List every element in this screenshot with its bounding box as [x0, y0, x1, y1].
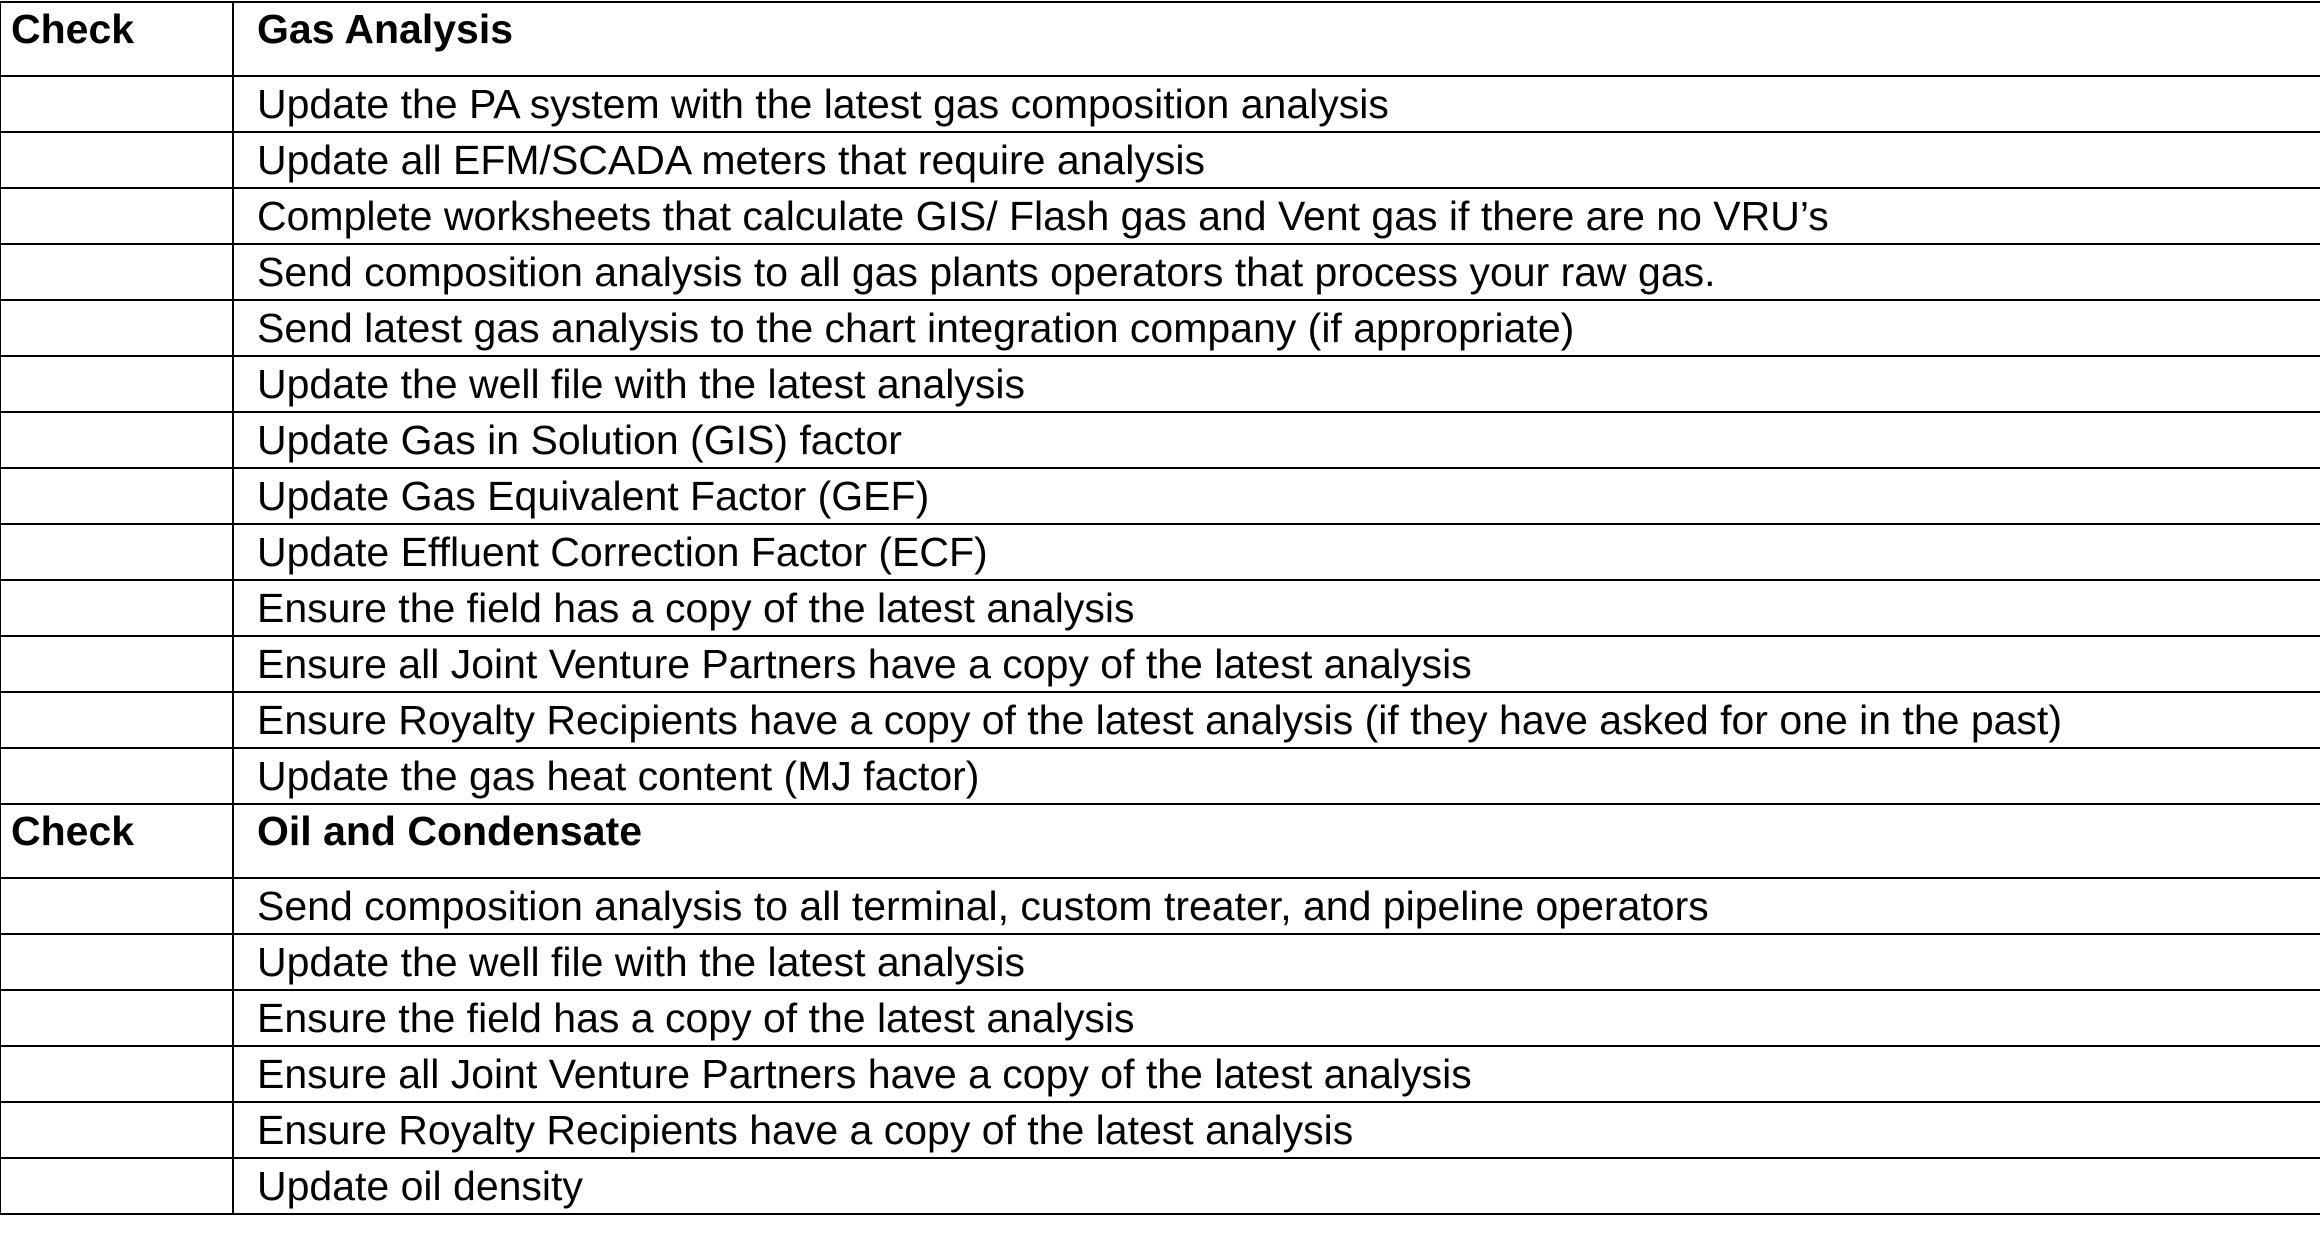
checklist-item-text: Ensure Royalty Recipients have a copy of the latest analysis	[233, 1102, 2320, 1158]
checklist-item-text: Ensure the field has a copy of the latest analysis	[233, 580, 2320, 636]
check-box-cell[interactable]	[0, 356, 233, 412]
checklist-item-text: Update Effluent Correction Factor (ECF)	[233, 524, 2320, 580]
checklist-item-text: Update all EFM/SCADA meters that require analysis	[233, 132, 2320, 188]
check-box-cell[interactable]	[0, 412, 233, 468]
checklist-row	[0, 468, 2320, 524]
checklist-row	[0, 1158, 2320, 1214]
checklist-row	[0, 1046, 2320, 1102]
check-box-cell[interactable]	[0, 188, 233, 244]
checklist-row	[0, 878, 2320, 934]
checklist-item-text: Ensure all Joint Venture Partners have a copy of the latest analysis	[233, 636, 2320, 692]
check-box-cell[interactable]	[0, 1158, 233, 1214]
checklist-row	[0, 524, 2320, 580]
check-box-cell[interactable]	[0, 132, 233, 188]
check-box-cell[interactable]	[0, 748, 233, 804]
checklist-item-text: Complete worksheets that calculate GIS/ Flash gas and Vent gas if there are no VRU’s	[233, 188, 2320, 244]
checklist-row	[0, 990, 2320, 1046]
section-header-oil-and-condensate	[0, 804, 2320, 878]
checklist-row	[0, 132, 2320, 188]
checklist-body	[0, 2, 2320, 1214]
checklist-row	[0, 748, 2320, 804]
checklist-item-text: Update the PA system with the latest gas composition analysis	[233, 76, 2320, 132]
check-box-cell[interactable]	[0, 934, 233, 990]
check-box-cell[interactable]	[0, 692, 233, 748]
check-box-cell[interactable]	[0, 1046, 233, 1102]
checklist-item-text: Update the well file with the latest analysis	[233, 934, 2320, 990]
checklist-row	[0, 934, 2320, 990]
check-box-cell[interactable]	[0, 244, 233, 300]
checklist-item-text: Update the well file with the latest analysis	[233, 356, 2320, 412]
check-box-cell[interactable]	[0, 300, 233, 356]
checklist-item-text: Update Gas Equivalent Factor (GEF)	[233, 468, 2320, 524]
checklist-row	[0, 580, 2320, 636]
checklist-item-text: Ensure all Joint Venture Partners have a copy of the latest analysis	[233, 1046, 2320, 1102]
check-column-header: Check	[0, 804, 233, 878]
checklist-row	[0, 692, 2320, 748]
checklist-item-text: Update the gas heat content (MJ factor)	[233, 748, 2320, 804]
checklist-item-text: Update Gas in Solution (GIS) factor	[233, 412, 2320, 468]
section-header-gas-analysis	[0, 2, 2320, 76]
checklist-row	[0, 188, 2320, 244]
check-box-cell[interactable]	[0, 636, 233, 692]
check-box-cell[interactable]	[0, 1102, 233, 1158]
checklist-row	[0, 300, 2320, 356]
section-title: Gas Analysis	[233, 2, 2320, 76]
checklist-row	[0, 1102, 2320, 1158]
checklist-item-text: Ensure Royalty Recipients have a copy of the latest analysis (if they have asked for one in the past)	[233, 692, 2320, 748]
checklist-row	[0, 636, 2320, 692]
checklist-item-text: Send composition analysis to all terminal, custom treater, and pipeline operators	[233, 878, 2320, 934]
checklist-row	[0, 412, 2320, 468]
section-title: Oil and Condensate	[233, 804, 2320, 878]
checklist-item-text: Ensure the field has a copy of the latest analysis	[233, 990, 2320, 1046]
checklist-row	[0, 244, 2320, 300]
check-box-cell[interactable]	[0, 468, 233, 524]
check-column-header: Check	[0, 2, 233, 76]
checklist-document	[0, 1, 2320, 1241]
check-box-cell[interactable]	[0, 878, 233, 934]
checklist-item-text: Send composition analysis to all gas plants operators that process your raw gas.	[233, 244, 2320, 300]
check-box-cell[interactable]	[0, 580, 233, 636]
check-box-cell[interactable]	[0, 990, 233, 1046]
checklist-row	[0, 356, 2320, 412]
checklist-row	[0, 76, 2320, 132]
checklist-item-text: Update oil density	[233, 1158, 2320, 1214]
checklist-table	[0, 1, 2320, 1215]
check-box-cell[interactable]	[0, 524, 233, 580]
check-box-cell[interactable]	[0, 76, 233, 132]
checklist-item-text: Send latest gas analysis to the chart integration company (if appropriate)	[233, 300, 2320, 356]
